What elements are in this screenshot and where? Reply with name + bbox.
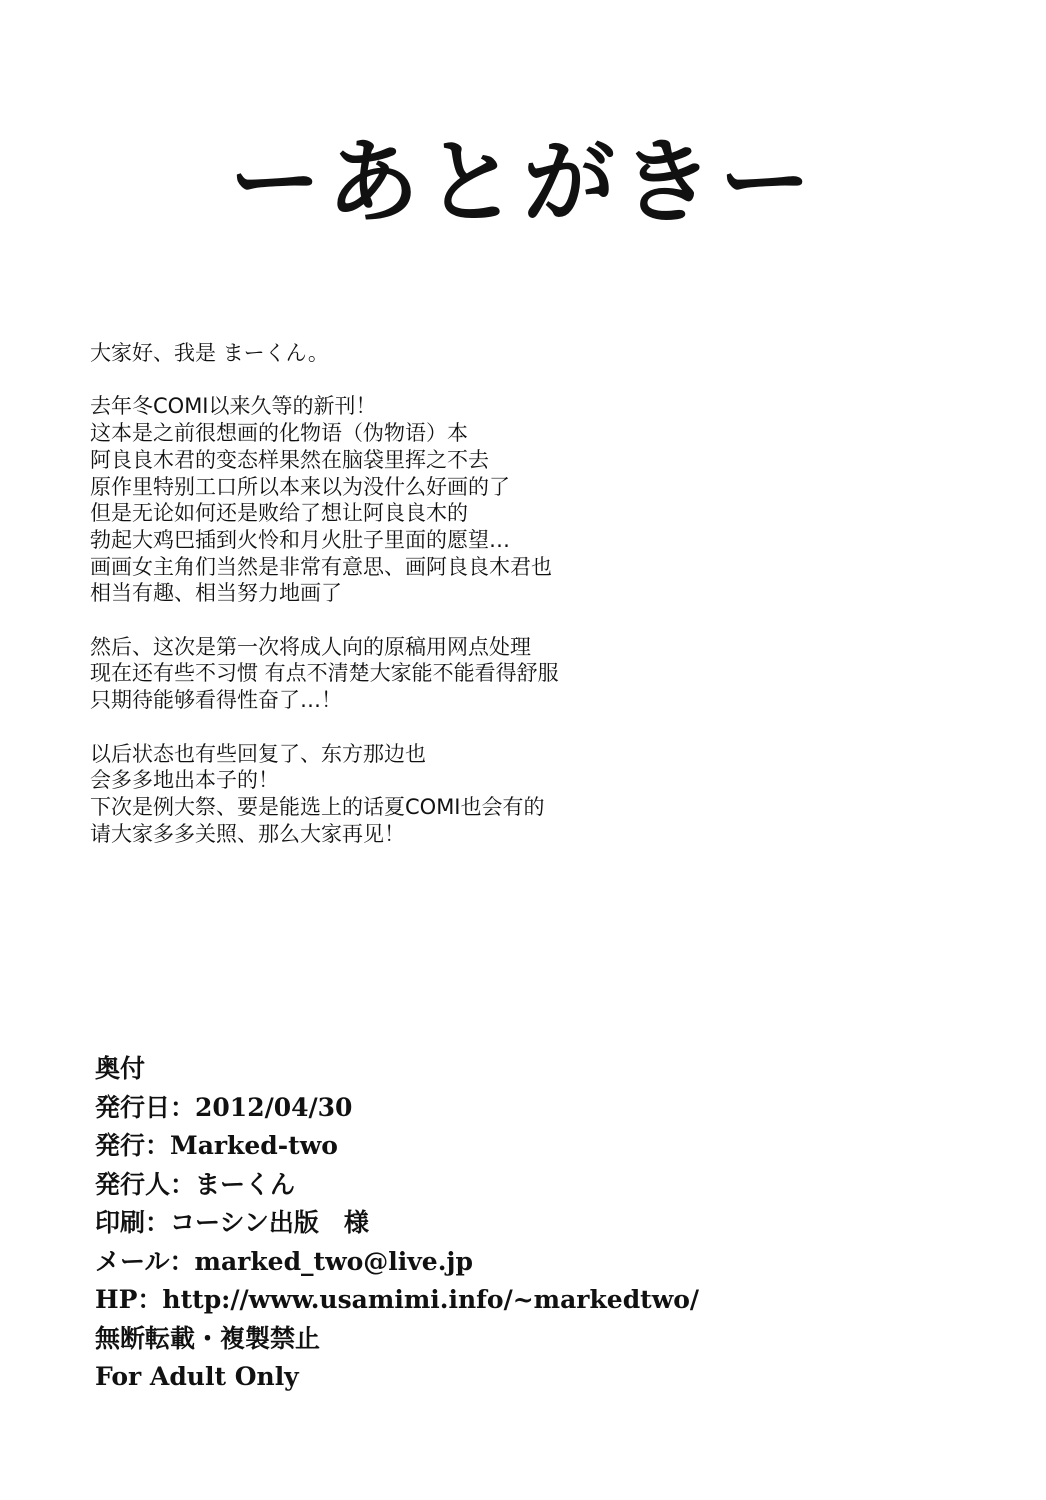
issue-date-value: 2012/04/30	[195, 1092, 353, 1122]
hp-label: HP：	[95, 1285, 163, 1314]
issuer-label: 発行人：	[95, 1169, 196, 1199]
text-line: 只期待能够看得性奋了…！	[90, 688, 342, 713]
publisher-label: 発行：	[95, 1131, 171, 1160]
text-line: 以后状态也有些回复了、东方那边也	[90, 741, 426, 766]
colophon-mail	[95, 1243, 995, 1282]
text-line: 下次是例大祭、要是能选上的话夏COMI也会有的	[90, 794, 545, 819]
text-line: 然后、这次是第一次将成人向的原稿用网点处理	[90, 634, 531, 659]
publisher-value: Marked-two	[170, 1131, 338, 1160]
text-line: 会多多地出本子的！	[90, 768, 279, 793]
printer-value: コーシン出版 様	[170, 1208, 369, 1237]
text-line: 去年冬COMI以来久等的新刊！	[90, 394, 377, 419]
colophon-notice: 無断転載・複製禁止	[95, 1323, 321, 1353]
afterword-paragraph	[90, 634, 990, 714]
colophon-publisher	[95, 1127, 995, 1166]
afterword-paragraph	[90, 741, 990, 848]
text-line: 原作里特别工口所以本来以为没什么好画的了	[90, 474, 510, 499]
colophon	[95, 1050, 995, 1397]
colophon-printer	[95, 1204, 995, 1243]
afterword-paragraph	[90, 340, 990, 367]
mail-label: メール：	[95, 1246, 195, 1276]
text-line: 现在还有些不习惯 有点不清楚大家能不能看得舒服	[90, 661, 559, 686]
hp-url: http://www.usamimi.info/~markedtwo/	[162, 1285, 700, 1314]
issuer-value: まーくん	[195, 1169, 296, 1199]
text-line: 相当有趣、相当努力地画了	[90, 581, 342, 606]
printer-label: 印刷：	[95, 1208, 171, 1237]
text-line: 画画女主角们当然是非常有意思、画阿良良木君也	[90, 554, 552, 579]
page-title: ーあとがきー	[228, 129, 817, 236]
text-line: 勃起大鸡巴插到火怜和月火肚子里面的愿望…	[90, 527, 510, 552]
text-line: 大家好、我是 まーくん。	[90, 341, 329, 365]
afterword-paragraph	[90, 393, 990, 607]
issue-date-label: 発行日：	[95, 1092, 196, 1122]
text-line: 但是无论如何还是败给了想让阿良良木的	[90, 501, 468, 526]
colophon-rating: For Adult Only	[95, 1362, 299, 1391]
afterword-text	[90, 340, 990, 874]
colophon-heading: 奥付	[95, 1054, 146, 1083]
mail-value: marked_two@live.jp	[194, 1246, 473, 1276]
text-line: 请大家多多关照、那么大家再见！	[90, 821, 405, 846]
text-line: 阿良良木君的变态样果然在脑袋里挥之不去	[90, 447, 489, 472]
colophon-issue-date	[95, 1089, 995, 1128]
colophon-issuer	[95, 1166, 995, 1205]
colophon-hp	[95, 1281, 995, 1320]
text-line: 这本是之前很想画的化物语（伪物语）本	[90, 421, 468, 446]
